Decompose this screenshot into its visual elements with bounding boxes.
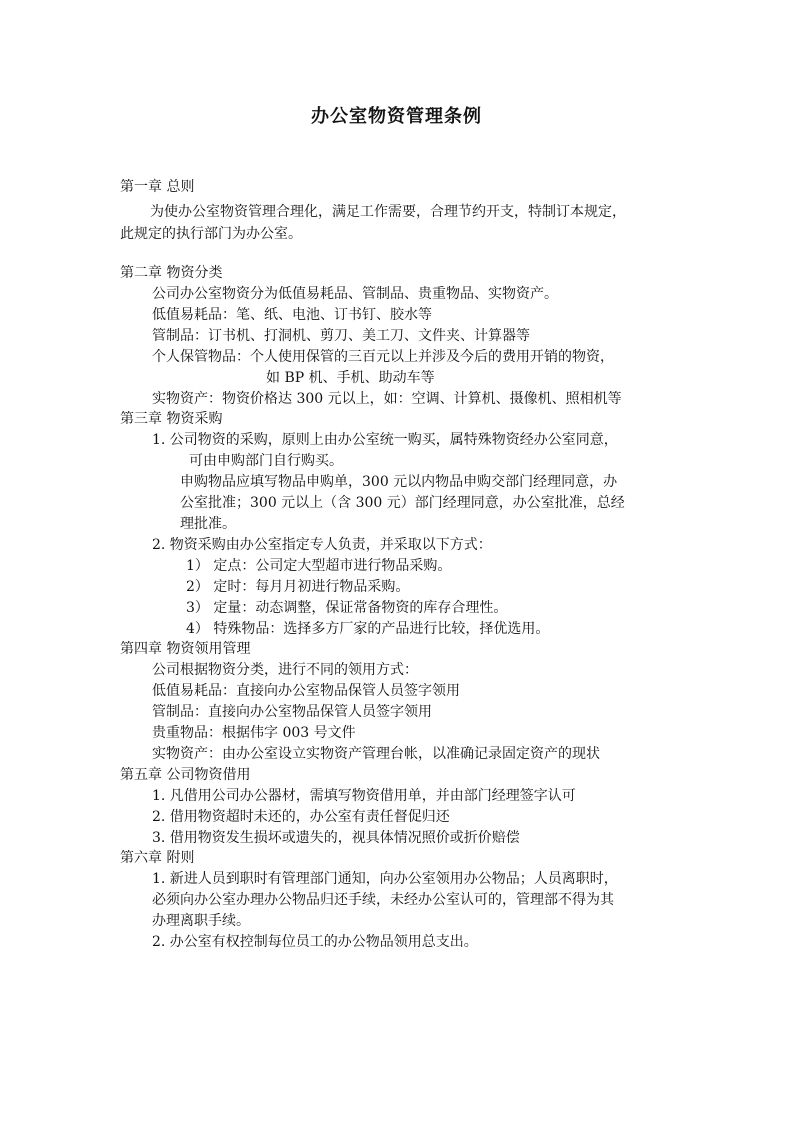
chapter-3-subitem: 1） 定点：公司定大型超市进行物品采购。 [186,558,452,574]
chapter-2-line-cont: 如 BP 机、手机、助动车等 [266,370,435,386]
chapter-3-paragraph: 理批准。 [180,516,236,532]
document-title: 办公室物资管理条例 [311,106,482,127]
chapter-2-heading: 第二章 物资分类 [120,265,223,281]
chapter-3-subitem: 2） 定时：每月月初进行物品采购。 [186,579,410,595]
chapter-4-line: 贵重物品：根据伟字 003 号文件 [152,725,356,741]
chapter-2-line: 个人保管物品：个人使用保管的三百元以上并涉及今后的费用开销的物资， [152,349,614,365]
chapter-3-subitem: 3） 定量：动态调整，保证常备物资的库存合理性。 [186,600,508,616]
chapter-1-paragraph-cont: 此规定的执行部门为办公室。 [120,226,302,242]
chapter-6-heading: 第六章 附则 [120,850,195,866]
chapter-3-item: 1. 公司物资的采购，原则上由办公室统一购买，属特殊物资经办公室同意， [152,432,618,448]
chapter-2-line: 管制品：订书机、打洞机、剪刀、美工刀、文件夹、计算器等 [152,328,530,344]
chapter-4-line: 公司根据物资分类，进行不同的领用方式： [152,662,418,678]
chapter-4-line: 实物资产：由办公室设立实物资产管理台帐，以准确记录固定资产的现状 [152,746,600,762]
chapter-5-item: 2. 借用物资超时未还的，办公室有责任督促归还 [152,809,450,825]
chapter-4-line: 低值易耗品：直接向办公室物品保管人员签字领用 [152,683,460,699]
chapter-5-heading: 第五章 公司物资借用 [120,767,251,783]
chapter-6-item: 1. 新进人员到职时有管理部门通知，向办公室领用办公物品；人员离职时， [152,871,618,887]
chapter-5-item: 1. 凡借用公司办公器材，需填写物资借用单，并由部门经理签字认可 [152,788,576,804]
chapter-5-item: 3. 借用物资发生损坏或遗失的，视具体情况照价或折价赔偿 [152,830,520,846]
chapter-6-item-cont: 必须向办公室办理办公物品归还手续，未经办公室认可的，管理部不得为其 [152,892,614,908]
chapter-1-paragraph: 为使办公室物资管理合理化，满足工作需要，合理节约开支，特制订本规定， [150,204,626,220]
chapter-4-line: 管制品：直接向办公室物品保管人员签字领用 [152,704,432,720]
chapter-6-item: 2. 办公室有权控制每位员工的办公物品领用总支出。 [152,934,478,950]
chapter-3-subitem: 4） 特殊物品：选择多方厂家的产品进行比较，择优选用。 [186,621,550,637]
chapter-6-item-cont: 办理离职手续。 [152,913,250,929]
chapter-2-line: 公司办公室物资分为低值易耗品、管制品、贵重物品、实物资产。 [152,286,558,302]
chapter-1-heading: 第一章 总则 [120,179,195,195]
chapter-2-line: 低值易耗品：笔、纸、电池、订书钉、胶水等 [152,307,432,323]
chapter-3-paragraph: 公室批准；300 元以上（含 300 元）部门经理同意，办公室批准，总经 [180,495,625,511]
chapter-2-line: 实物资产：物资价格达 300 元以上，如：空调、计算机、摄像机、照相机等 [152,391,622,407]
chapter-3-heading: 第三章 物资采购 [120,411,223,427]
chapter-3-paragraph: 申购物品应填写物品申购单，300 元以内物品申购交部门经理同意，办 [180,474,618,490]
chapter-4-heading: 第四章 物资领用管理 [120,641,251,657]
chapter-3-item: 2. 物资采购由办公室指定专人负责，并采取以下方式： [152,537,492,553]
chapter-3-item-cont: 可由申购部门自行购买。 [189,453,343,469]
